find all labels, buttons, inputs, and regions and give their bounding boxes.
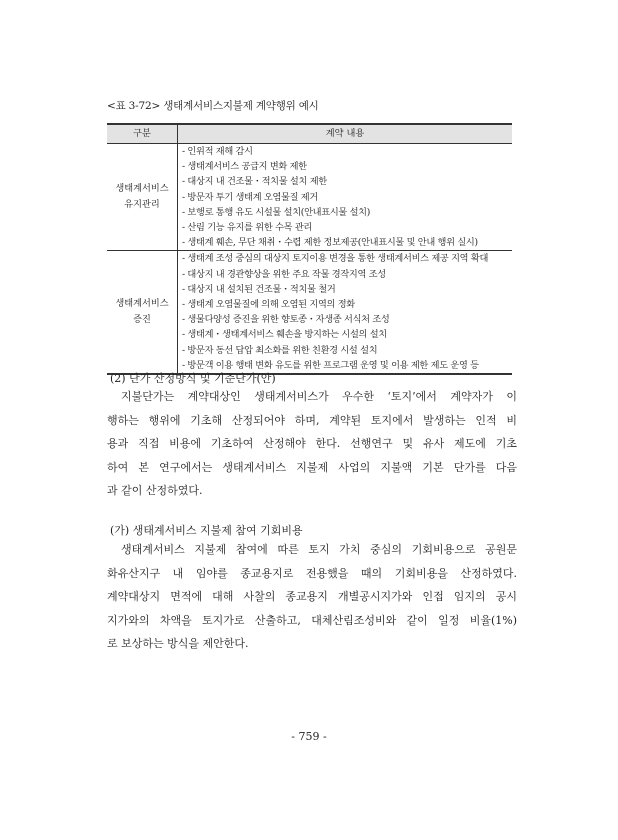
category-line: 생태계서비스 (115, 298, 169, 310)
contract-item: - 대상지 내 경관향상을 위한 주요 작물 경작지역 조성 (182, 268, 386, 280)
paragraph-line: 화유산지구 내 임야를 종교용지로 전용했을 때의 기회비용을 산정하였다. (107, 566, 517, 580)
contract-item: - 생태계 훼손, 무단 채취・수렵 제한 정보제공(안내표시물 및 안내 행위 실시) (182, 237, 478, 249)
header-category: 구분 (107, 124, 178, 144)
paragraph-line: 하여 본 연구에서는 생태계서비스 지불제 사업의 지불액 기본 단가를 다음 (107, 460, 517, 474)
category-maintenance (107, 144, 178, 251)
contract-item: - 생태계・생태계서비스 훼손을 방지하는 시설의 설치 (182, 329, 387, 341)
paragraph-opportunity-cost (107, 538, 517, 656)
contract-item: - 생태계서비스 공급지 변화 제한 (182, 161, 307, 173)
page-number: - 759 - (291, 730, 327, 743)
paragraph-unit-price (107, 385, 517, 503)
contract-activity-table (107, 123, 512, 375)
contract-items-enhancement (178, 251, 513, 374)
contract-item: - 대상지 내 설치된 건조물・적치물 철거 (182, 283, 336, 295)
contract-item: - 인위적 재해 감시 (182, 146, 253, 157)
contract-item: - 생태계 오염물질에 의해 오염된 지역의 정화 (182, 299, 355, 311)
category-line: 증진 (133, 314, 151, 326)
subsection-title: (가) 생태계서비스 지불제 참여 기회비용 (110, 524, 303, 537)
contract-item: - 산림 기능 유지를 위한 수목 관리 (182, 222, 313, 234)
paragraph-line: 로 보상하는 방식을 제안한다. (107, 637, 249, 651)
contract-item: - 방문객 이용 행태 변화 유도를 위한 프로그램 운영 및 이용 제한 제도 운영 등 (182, 359, 479, 371)
paragraph-line: 용과 직접 비용에 기초하여 산정해야 한다. 선행연구 및 유사 제도에 기초 (107, 437, 517, 451)
section-title: (2) 단가 산정방식 및 기준단가(안) (110, 372, 276, 385)
contract-item: - 방문자 동선 답압 최소화를 위한 친환경 시설 설치 (182, 344, 378, 356)
paragraph-line: 생태계서비스 지불제 참여에 따른 토지 가치 중심의 기회비용으로 공원문 (121, 543, 517, 556)
header-contract-content: 계약 내용 (178, 124, 513, 144)
paragraph-line: 행하는 행위에 기초해 산정되어야 하며, 계약된 토지에서 발생하는 인적 비 (107, 413, 517, 427)
table-row-enhancement (107, 251, 512, 374)
table-row-maintenance (107, 144, 512, 251)
category-line: 생태계서비스 (115, 183, 169, 195)
paragraph-line: 지가와의 차액을 토지가로 산출하고, 대체산림조성비와 같이 일정 비율(1%) (107, 613, 517, 627)
category-line: 유지관리 (124, 199, 160, 211)
paragraph-line: 과 같이 산정하였다. (107, 484, 203, 498)
contract-item: - 방문자 투기 생태계 오염물질 제거 (182, 191, 318, 203)
paragraph-line: 계약대상지 면적에 대해 사찰의 종교용지 개별공시지가와 인접 임지의 공시 (107, 590, 517, 604)
category-enhancement (107, 251, 178, 374)
table-caption: <표 3-72> 생태계서비스지불제 계약행위 예시 (107, 100, 319, 112)
paragraph-line: 지불단가는 계약대상인 생태계서비스가 우수한 ‘토지’에서 계약자가 이 (121, 390, 517, 403)
contract-item: - 보행로 통행 유도 시설물 설치(안내표시물 설치) (182, 206, 371, 218)
contract-item: - 생물다양성 증진을 위한 향토종・자생종 서식처 조성 (182, 314, 390, 326)
contract-item: - 생태계 조성 중심의 대상지 토지이용 변경을 통한 생태계서비스 제공 지역 확대 (182, 253, 489, 265)
contract-item: - 대상지 내 건조물・적치물 설치 제한 (182, 176, 327, 188)
contract-items-maintenance (178, 144, 513, 251)
